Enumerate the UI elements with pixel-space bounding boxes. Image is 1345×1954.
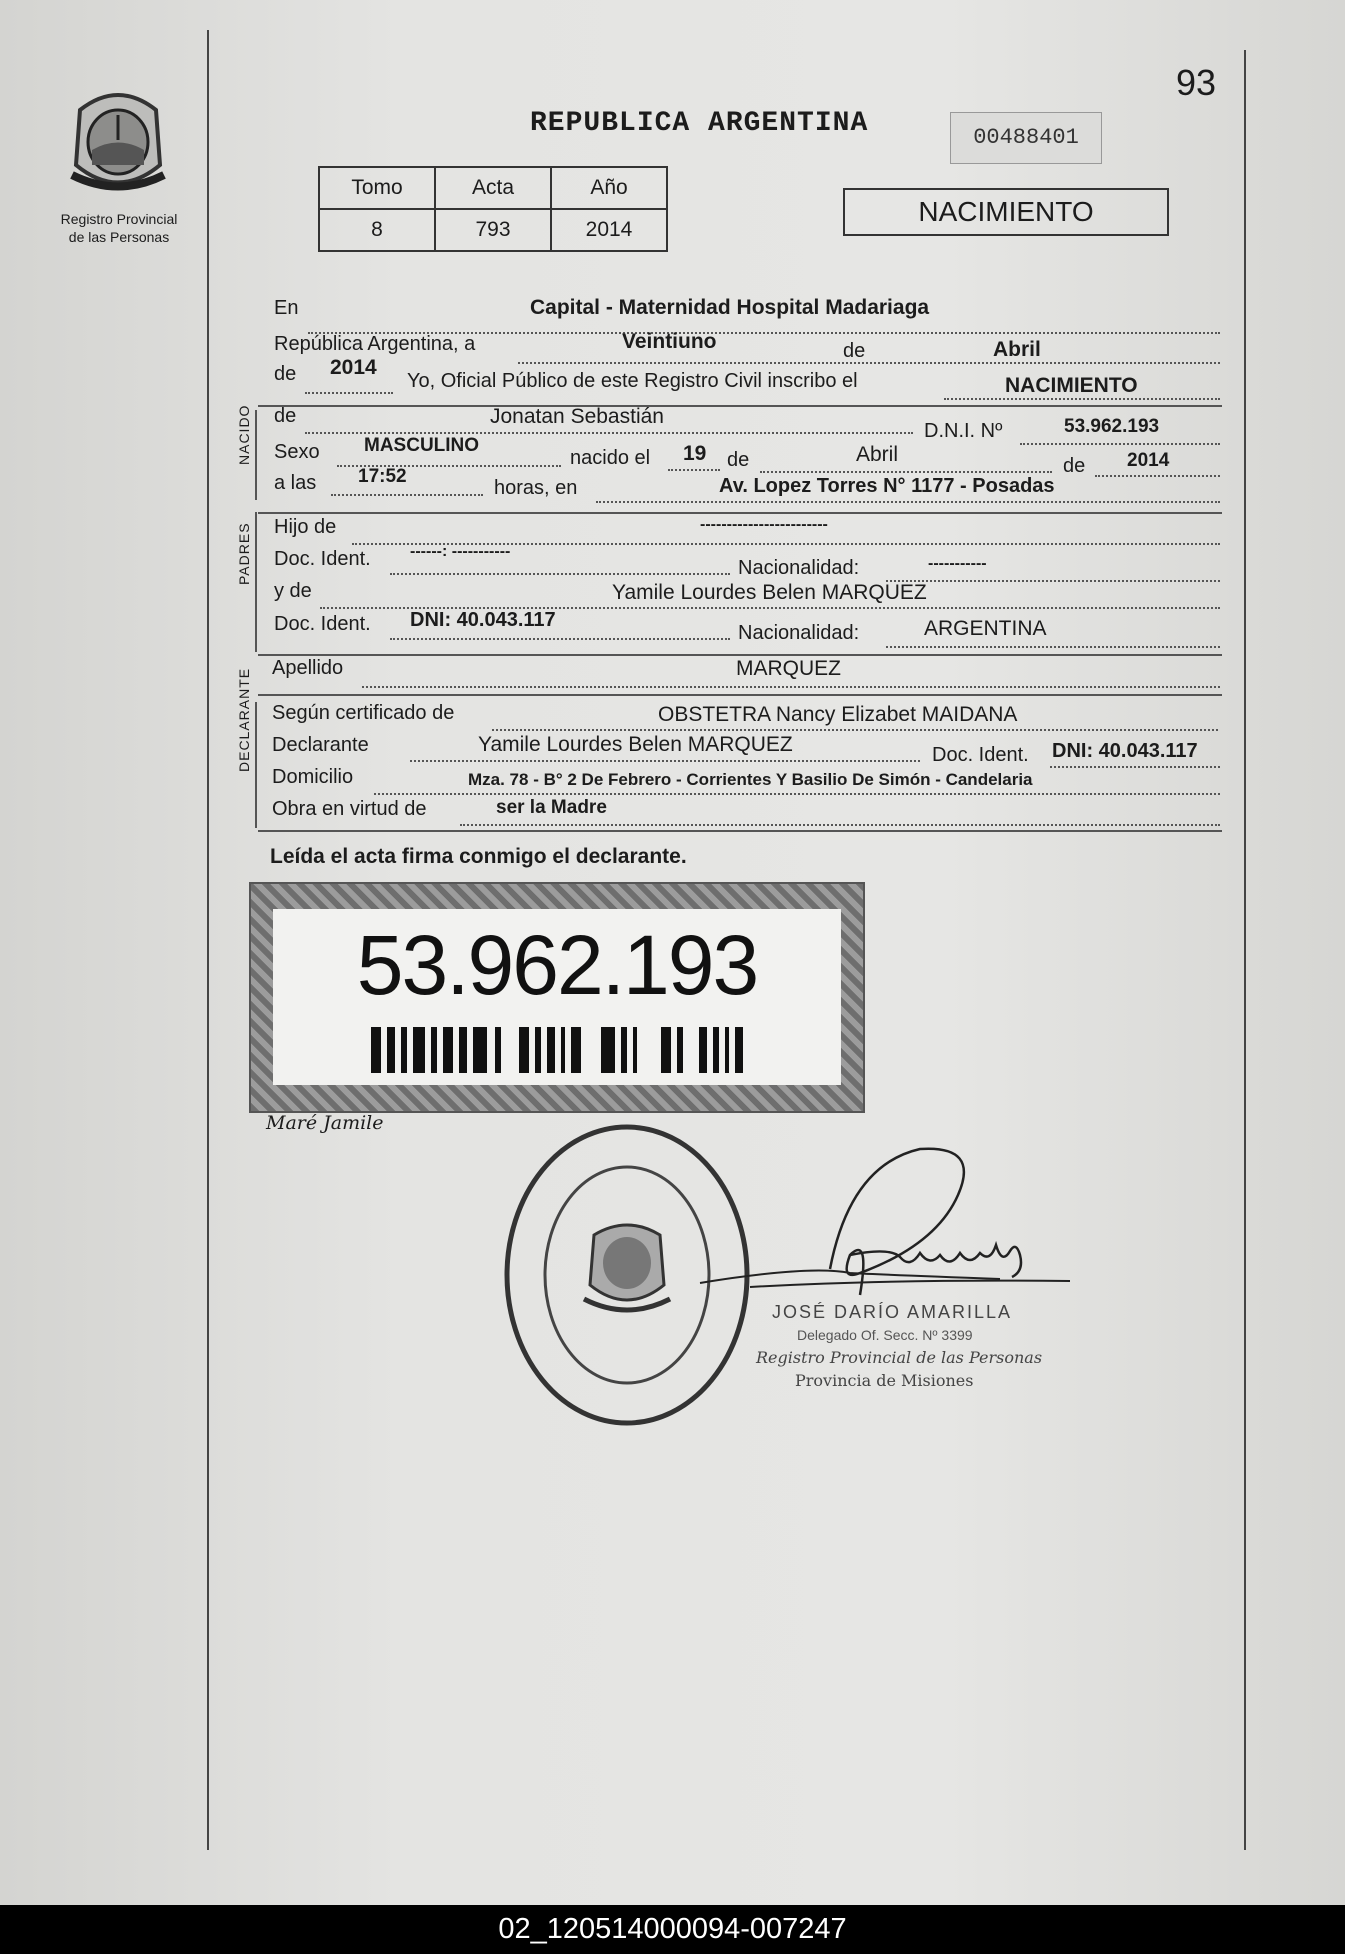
name-dots bbox=[305, 432, 913, 434]
official-office: Registro Provincial de las Personas bbox=[756, 1348, 1043, 1367]
place-value: Capital - Maternidad Hospital Madariaga bbox=[530, 296, 930, 319]
father-name-value: ------------------------ bbox=[700, 516, 828, 533]
mother-doc-value: DNI: 40.043.117 bbox=[410, 609, 556, 631]
year-value: 2014 bbox=[330, 356, 377, 379]
footer-document-id: 02_120514000094-007247 bbox=[0, 1905, 1345, 1954]
day-words-value: Veintiuno bbox=[622, 330, 717, 353]
closing-statement: Leída el acta firma conmigo el declarante. bbox=[270, 845, 687, 868]
document-type-box: NACIMIENTO bbox=[843, 188, 1169, 236]
nacido-top-line bbox=[258, 405, 1222, 407]
date-dots bbox=[518, 362, 1220, 364]
date-de-label: de bbox=[843, 340, 866, 362]
declarante-section-label: DECLARANTE bbox=[236, 667, 252, 772]
hijo-label: Hijo de bbox=[274, 516, 337, 538]
dni-label: D.N.I. Nº bbox=[924, 420, 1003, 442]
acta-value: 793 bbox=[435, 209, 551, 251]
birth-place-value: Av. Lopez Torres N° 1177 - Posadas bbox=[719, 475, 1055, 497]
record-table-header-row bbox=[319, 167, 667, 209]
certificado-dots bbox=[492, 729, 1218, 731]
dni-dots bbox=[1020, 443, 1220, 445]
birth-de2-label: de bbox=[1063, 455, 1086, 477]
mother-doc-label: Doc. Ident. bbox=[274, 613, 371, 635]
alas-label: a las bbox=[274, 472, 317, 494]
apellido-value: MARQUEZ bbox=[736, 657, 841, 680]
apellido-label: Apellido bbox=[272, 657, 344, 679]
official-name: JOSÉ DARÍO AMARILLA bbox=[772, 1302, 1013, 1322]
padres-section-line bbox=[255, 512, 257, 652]
anio-value: 2014 bbox=[551, 209, 667, 251]
child-name-value: Jonatan Sebastián bbox=[490, 405, 664, 428]
record-table bbox=[318, 166, 668, 252]
mother-nationality-dots bbox=[886, 646, 1220, 648]
declarante-label: Declarante bbox=[272, 734, 369, 756]
serial-number: 00488401 bbox=[950, 112, 1102, 164]
registry-label bbox=[40, 210, 198, 246]
horas-label: horas, en bbox=[494, 477, 578, 499]
mother-nationality-label: Nacionalidad: bbox=[738, 622, 860, 644]
province-emblem-icon bbox=[62, 80, 174, 200]
obra-label: Obra en virtud de bbox=[272, 798, 427, 820]
right-margin-line bbox=[1244, 50, 1246, 1850]
father-doc-label: Doc. Ident. bbox=[274, 548, 371, 570]
birth-year-dots bbox=[1095, 475, 1220, 477]
declarante-doc-value: DNI: 40.043.117 bbox=[1052, 740, 1198, 762]
father-nationality-value: ----------- bbox=[928, 555, 987, 572]
record-table-value-row bbox=[319, 209, 667, 251]
tomo-value: 8 bbox=[319, 209, 435, 251]
event-value: NACIMIENTO bbox=[1005, 374, 1138, 397]
handwritten-note: Maré Jamile bbox=[266, 1112, 384, 1134]
birth-month-value: Abril bbox=[856, 443, 899, 466]
dni-value: 53.962.193 bbox=[1064, 416, 1160, 437]
sexo-value: MASCULINO bbox=[364, 435, 480, 456]
apellido-bottom-line bbox=[258, 694, 1222, 696]
registry-label-line2: de las Personas bbox=[68, 229, 170, 245]
apellido-top-line bbox=[258, 654, 1222, 656]
padres-section-label: PADRES bbox=[236, 522, 252, 585]
nacido-de-label: de bbox=[274, 405, 297, 427]
obra-value: ser la Madre bbox=[496, 797, 607, 818]
mother-doc-dots bbox=[390, 638, 730, 640]
mother-yde-label: y de bbox=[274, 580, 312, 602]
certificado-label: Según certificado de bbox=[272, 702, 455, 724]
padres-top-line bbox=[258, 512, 1222, 514]
declarante-bottom-line bbox=[258, 830, 1222, 832]
dni-sticker bbox=[249, 882, 865, 1113]
document-title: REPUBLICA ARGENTINA bbox=[530, 108, 869, 139]
month-value: Abril bbox=[993, 338, 1041, 361]
certificado-value: OBSTETRA Nancy Elizabet MAIDANA bbox=[658, 703, 1018, 726]
declarante-doc-label: Doc. Ident. bbox=[932, 744, 1029, 766]
birth-day-dots bbox=[668, 469, 720, 471]
sexo-label: Sexo bbox=[274, 441, 320, 463]
father-nationality-dots bbox=[886, 580, 1220, 582]
declarante-value: Yamile Lourdes Belen MARQUEZ bbox=[478, 733, 793, 756]
time-value: 17:52 bbox=[358, 466, 407, 487]
mother-nationality-value: ARGENTINA bbox=[924, 617, 1047, 640]
domicilio-label: Domicilio bbox=[272, 766, 354, 788]
barcode-icon bbox=[371, 1027, 743, 1073]
domicilio-dots bbox=[374, 793, 1220, 795]
birth-place-dots bbox=[596, 501, 1220, 503]
apellido-dots bbox=[362, 686, 1220, 688]
official-role: Delegado Of. Secc. Nº 3399 bbox=[797, 1327, 973, 1343]
event-dots bbox=[944, 398, 1220, 400]
nacido-el-label: nacido el bbox=[570, 447, 651, 469]
mother-name-value: Yamile Lourdes Belen MARQUEZ bbox=[612, 581, 927, 604]
dni-sticker-inner bbox=[273, 909, 841, 1085]
nacido-section-line bbox=[255, 410, 257, 500]
republica-label: República Argentina, a bbox=[274, 333, 476, 355]
declarante-doc-dots bbox=[1050, 766, 1220, 768]
birth-month-dots bbox=[760, 471, 1052, 473]
declarante-dots bbox=[410, 760, 920, 762]
year-prefix-label: de bbox=[274, 363, 297, 385]
official-province: Provincia de Misiones bbox=[795, 1371, 974, 1390]
left-margin-line bbox=[207, 30, 209, 1850]
statement-label: Yo, Oficial Público de este Registro Civil inscribo el bbox=[407, 370, 858, 392]
tomo-header: Tomo bbox=[319, 167, 435, 209]
birth-de-label: de bbox=[727, 449, 750, 471]
father-doc-value: ------: ----------- bbox=[410, 543, 511, 560]
sticker-dni-number: 53.962.193 bbox=[356, 918, 758, 1012]
father-doc-dots bbox=[390, 573, 730, 575]
acta-header: Acta bbox=[435, 167, 551, 209]
birth-year-value: 2014 bbox=[1127, 450, 1170, 471]
obra-dots bbox=[460, 824, 1220, 826]
father-nationality-label: Nacionalidad: bbox=[738, 557, 860, 579]
time-dots bbox=[331, 494, 483, 496]
year-dots bbox=[305, 392, 393, 394]
birth-day-value: 19 bbox=[683, 442, 707, 465]
page-number: 93 bbox=[1176, 62, 1217, 103]
en-label: En bbox=[274, 297, 299, 319]
registry-label-line1: Registro Provincial bbox=[60, 211, 178, 227]
nacido-section-label: NACIDO bbox=[236, 404, 252, 465]
domicilio-value: Mza. 78 - B° 2 De Febrero - Corrientes Y Basilio De Simón - Candelaria bbox=[468, 770, 1033, 789]
declarante-section-line bbox=[255, 702, 257, 828]
anio-header: Año bbox=[551, 167, 667, 209]
